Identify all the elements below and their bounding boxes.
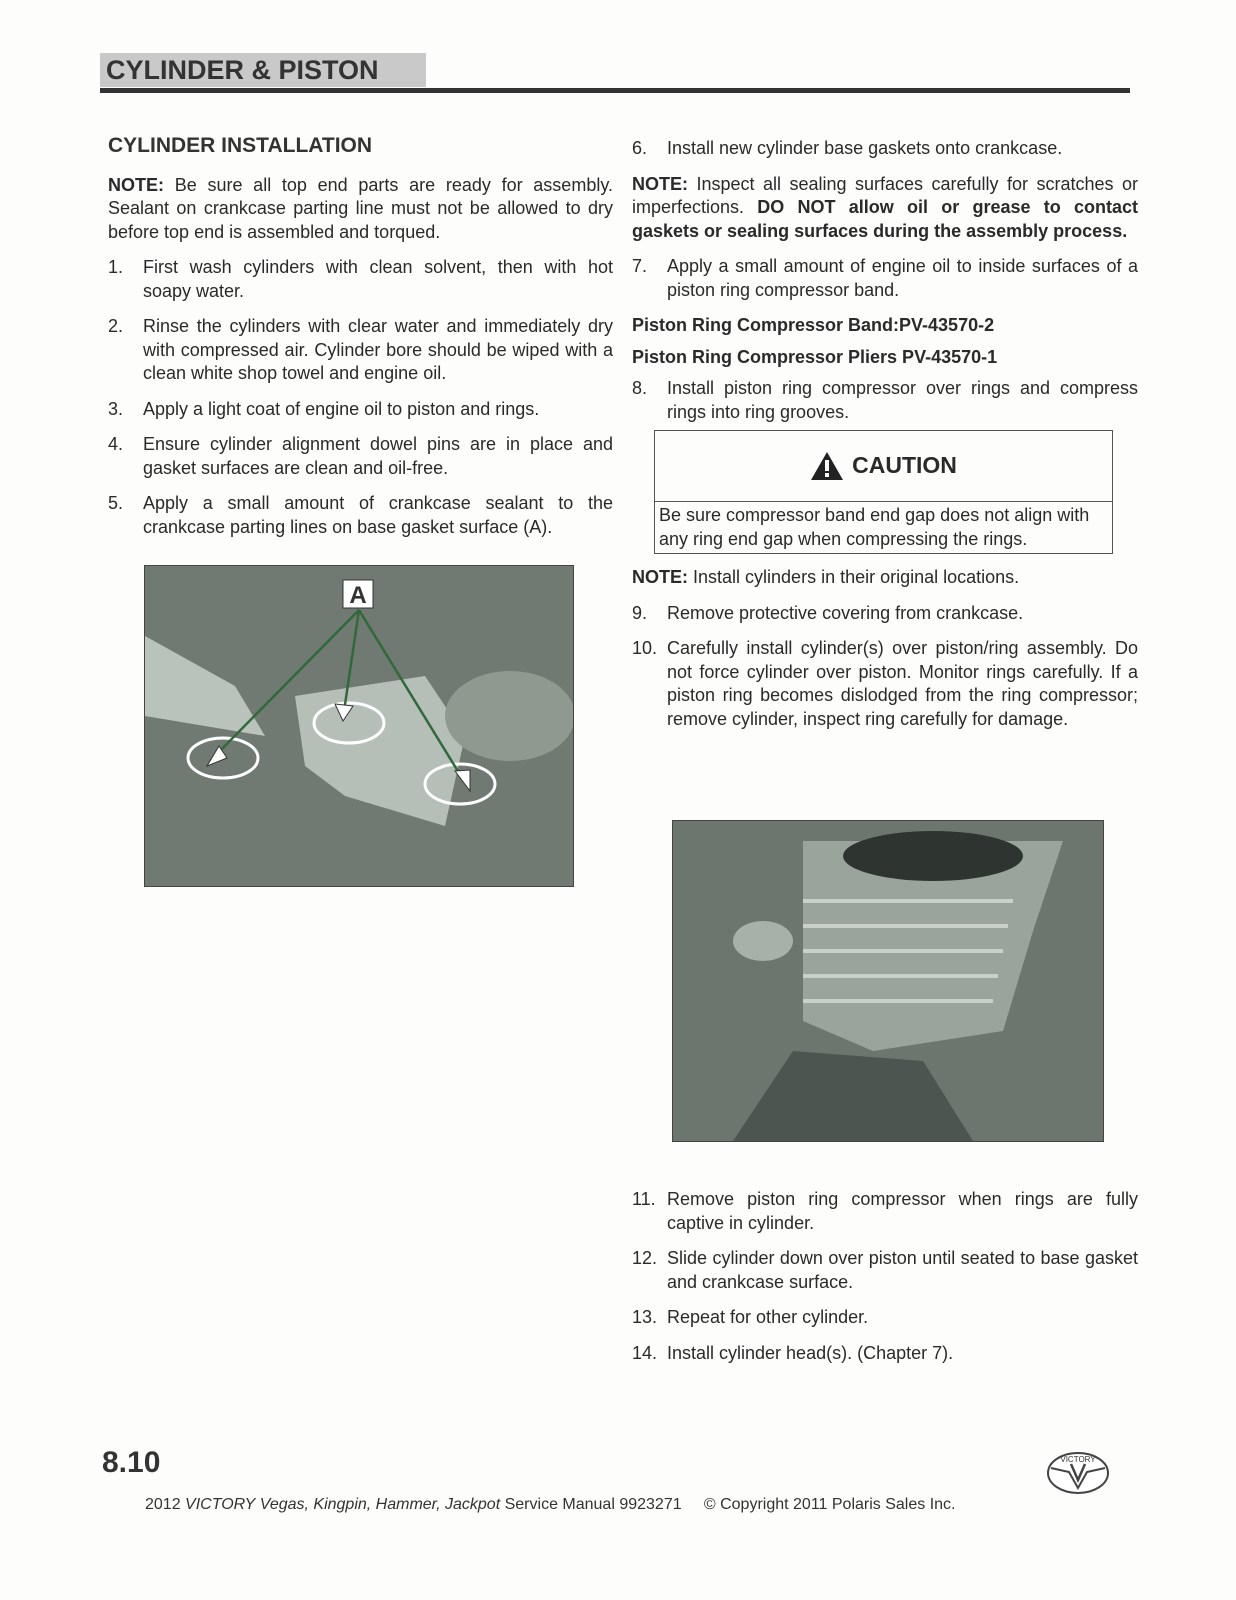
step-text: Apply a small amount of engine oil to inside surfaces of a piston ring compressor band.: [667, 256, 1138, 300]
note-label: NOTE:: [632, 567, 688, 587]
caution-header: [655, 431, 1112, 502]
step-number: 9.: [632, 602, 648, 623]
step-number: 8.: [632, 378, 648, 398]
step-item: [108, 398, 613, 422]
step-item: [108, 315, 613, 386]
step-item: [632, 1188, 1138, 1235]
note-text: Install cylinders in their original locations.: [693, 567, 1020, 587]
step-text: Install piston ring compressor over rings and compress rings into ring grooves.: [667, 378, 1138, 422]
tool-name: Piston Ring Compressor Pliers PV-43570-1: [632, 346, 998, 367]
step-item: [632, 137, 1138, 161]
right-column: [632, 137, 1138, 743]
step-text: Install cylinder head(s). (Chapter 7).: [667, 1342, 954, 1363]
step-number: 6.: [632, 138, 648, 158]
logo-text: VICTORY: [1060, 1455, 1096, 1464]
step-text: Remove protective covering from crankcase.: [667, 602, 1024, 623]
steps-list: [632, 255, 1138, 302]
crankcase-sealant-photo: [144, 565, 574, 887]
caution-text: Be sure compressor band end gap does not align with any ring end gap when compressing the rings.: [659, 505, 1090, 549]
footer-brand: VICTORY: [185, 1496, 256, 1513]
crankcase-illustration: [145, 566, 573, 886]
note-label: NOTE:: [632, 173, 688, 194]
step-text: Repeat for other cylinder.: [667, 1307, 869, 1327]
footer-manual: Service Manual 9923271: [504, 1496, 682, 1513]
header-rule: [100, 88, 1130, 93]
footer-models: Vegas, Kingpin, Hammer, Jackpot: [259, 1496, 501, 1513]
note-text: Inspect all sealing surfaces carefully for scratches or imperfections.: [632, 173, 1138, 217]
step-text: Install new cylinder base gaskets onto crankcase.: [667, 138, 1063, 158]
section-header: CYLINDER & PISTON: [100, 53, 426, 87]
steps-list: [632, 602, 1138, 732]
step-item: [108, 433, 613, 480]
step-number: 5.: [108, 493, 124, 513]
step-text: Rinse the cylinders with clear water and immediately dry with compressed air. Cylinder bore should be wiped with a clean white shop towel and engine oil.: [143, 316, 613, 383]
warning-triangle-icon: [810, 451, 844, 481]
steps-list: [632, 1188, 1138, 1365]
step-item: [632, 1306, 1138, 1330]
caution-title: CAUTION: [852, 452, 957, 479]
step-text: Carefully install cylinder(s) over piston/ring assembly. Do not force cylinder over piston. Monitor rings carefully. If a piston ring becomes dislodged from the ring compressor; remove cylinder, inspect ring carefully for damage.: [667, 638, 1138, 729]
step-number: 11.: [632, 1189, 656, 1209]
note-label: NOTE:: [108, 174, 164, 195]
step-item: [632, 602, 1138, 626]
left-column: [108, 130, 613, 551]
page-number: 8.10: [102, 1446, 161, 1479]
step-text: Apply a light coat of engine oil to piston and rings.: [143, 398, 540, 419]
step-number: 13.: [632, 1307, 658, 1327]
step-item: [632, 637, 1138, 731]
step-text: Ensure cylinder alignment dowel pins are in place and gasket surfaces are clean and oil-free.: [143, 434, 613, 478]
callout-a: A: [349, 582, 367, 609]
step-text: Apply a small amount of crankcase sealant to the crankcase parting lines on base gasket surface (A).: [143, 493, 613, 537]
step-number: 2.: [108, 316, 124, 336]
tool-name: Piston Ring Compressor Band:PV-43570-2: [632, 315, 995, 335]
step-text: First wash cylinders with clean solvent, then with hot soapy water.: [143, 257, 613, 301]
step-item: [108, 256, 613, 303]
step-item: [632, 1342, 1138, 1366]
step-number: 4.: [108, 434, 124, 454]
footer-year: 2012: [145, 1496, 181, 1513]
note-warning: DO NOT allow oil or grease to contact gaskets or sealing surfaces during the assembly process.: [632, 197, 1138, 241]
note-text: Be sure all top end parts are ready for assembly. Sealant on crankcase parting line must not be allowed to dry before top end is assembled and torqued.: [108, 174, 613, 242]
step-number: 10.: [632, 638, 658, 658]
step-number: 7.: [632, 256, 648, 276]
steps-list: [632, 137, 1138, 161]
section-title: CYLINDER INSTALLATION: [108, 134, 373, 157]
step-number: 3.: [108, 398, 124, 419]
step-number: 1.: [108, 257, 124, 277]
steps-list: [108, 256, 613, 539]
victory-logo: [1043, 1450, 1113, 1501]
step-number: 12.: [632, 1248, 658, 1268]
note: [632, 566, 1138, 590]
step-item: [632, 377, 1138, 424]
step-text: Slide cylinder down over piston until seated to base gasket and crankcase surface.: [667, 1248, 1138, 1292]
footer-copyright: © Copyright 2011 Polaris Sales Inc.: [703, 1496, 956, 1513]
caution-box: [654, 430, 1113, 554]
step-item: [108, 492, 613, 539]
note: [108, 174, 613, 245]
step-text: Remove piston ring compressor when rings are fully captive in cylinder.: [667, 1189, 1138, 1233]
footer-text: [145, 1496, 955, 1514]
step-item: [632, 1247, 1138, 1294]
cylinder-install-photo: [672, 820, 1104, 1142]
step-item: [632, 255, 1138, 302]
steps-list: [632, 377, 1138, 424]
cylinder-illustration: [673, 821, 1103, 1141]
right-column-continued: [632, 1188, 1138, 1377]
note: [632, 173, 1138, 244]
step-number: 14.: [632, 1342, 658, 1363]
